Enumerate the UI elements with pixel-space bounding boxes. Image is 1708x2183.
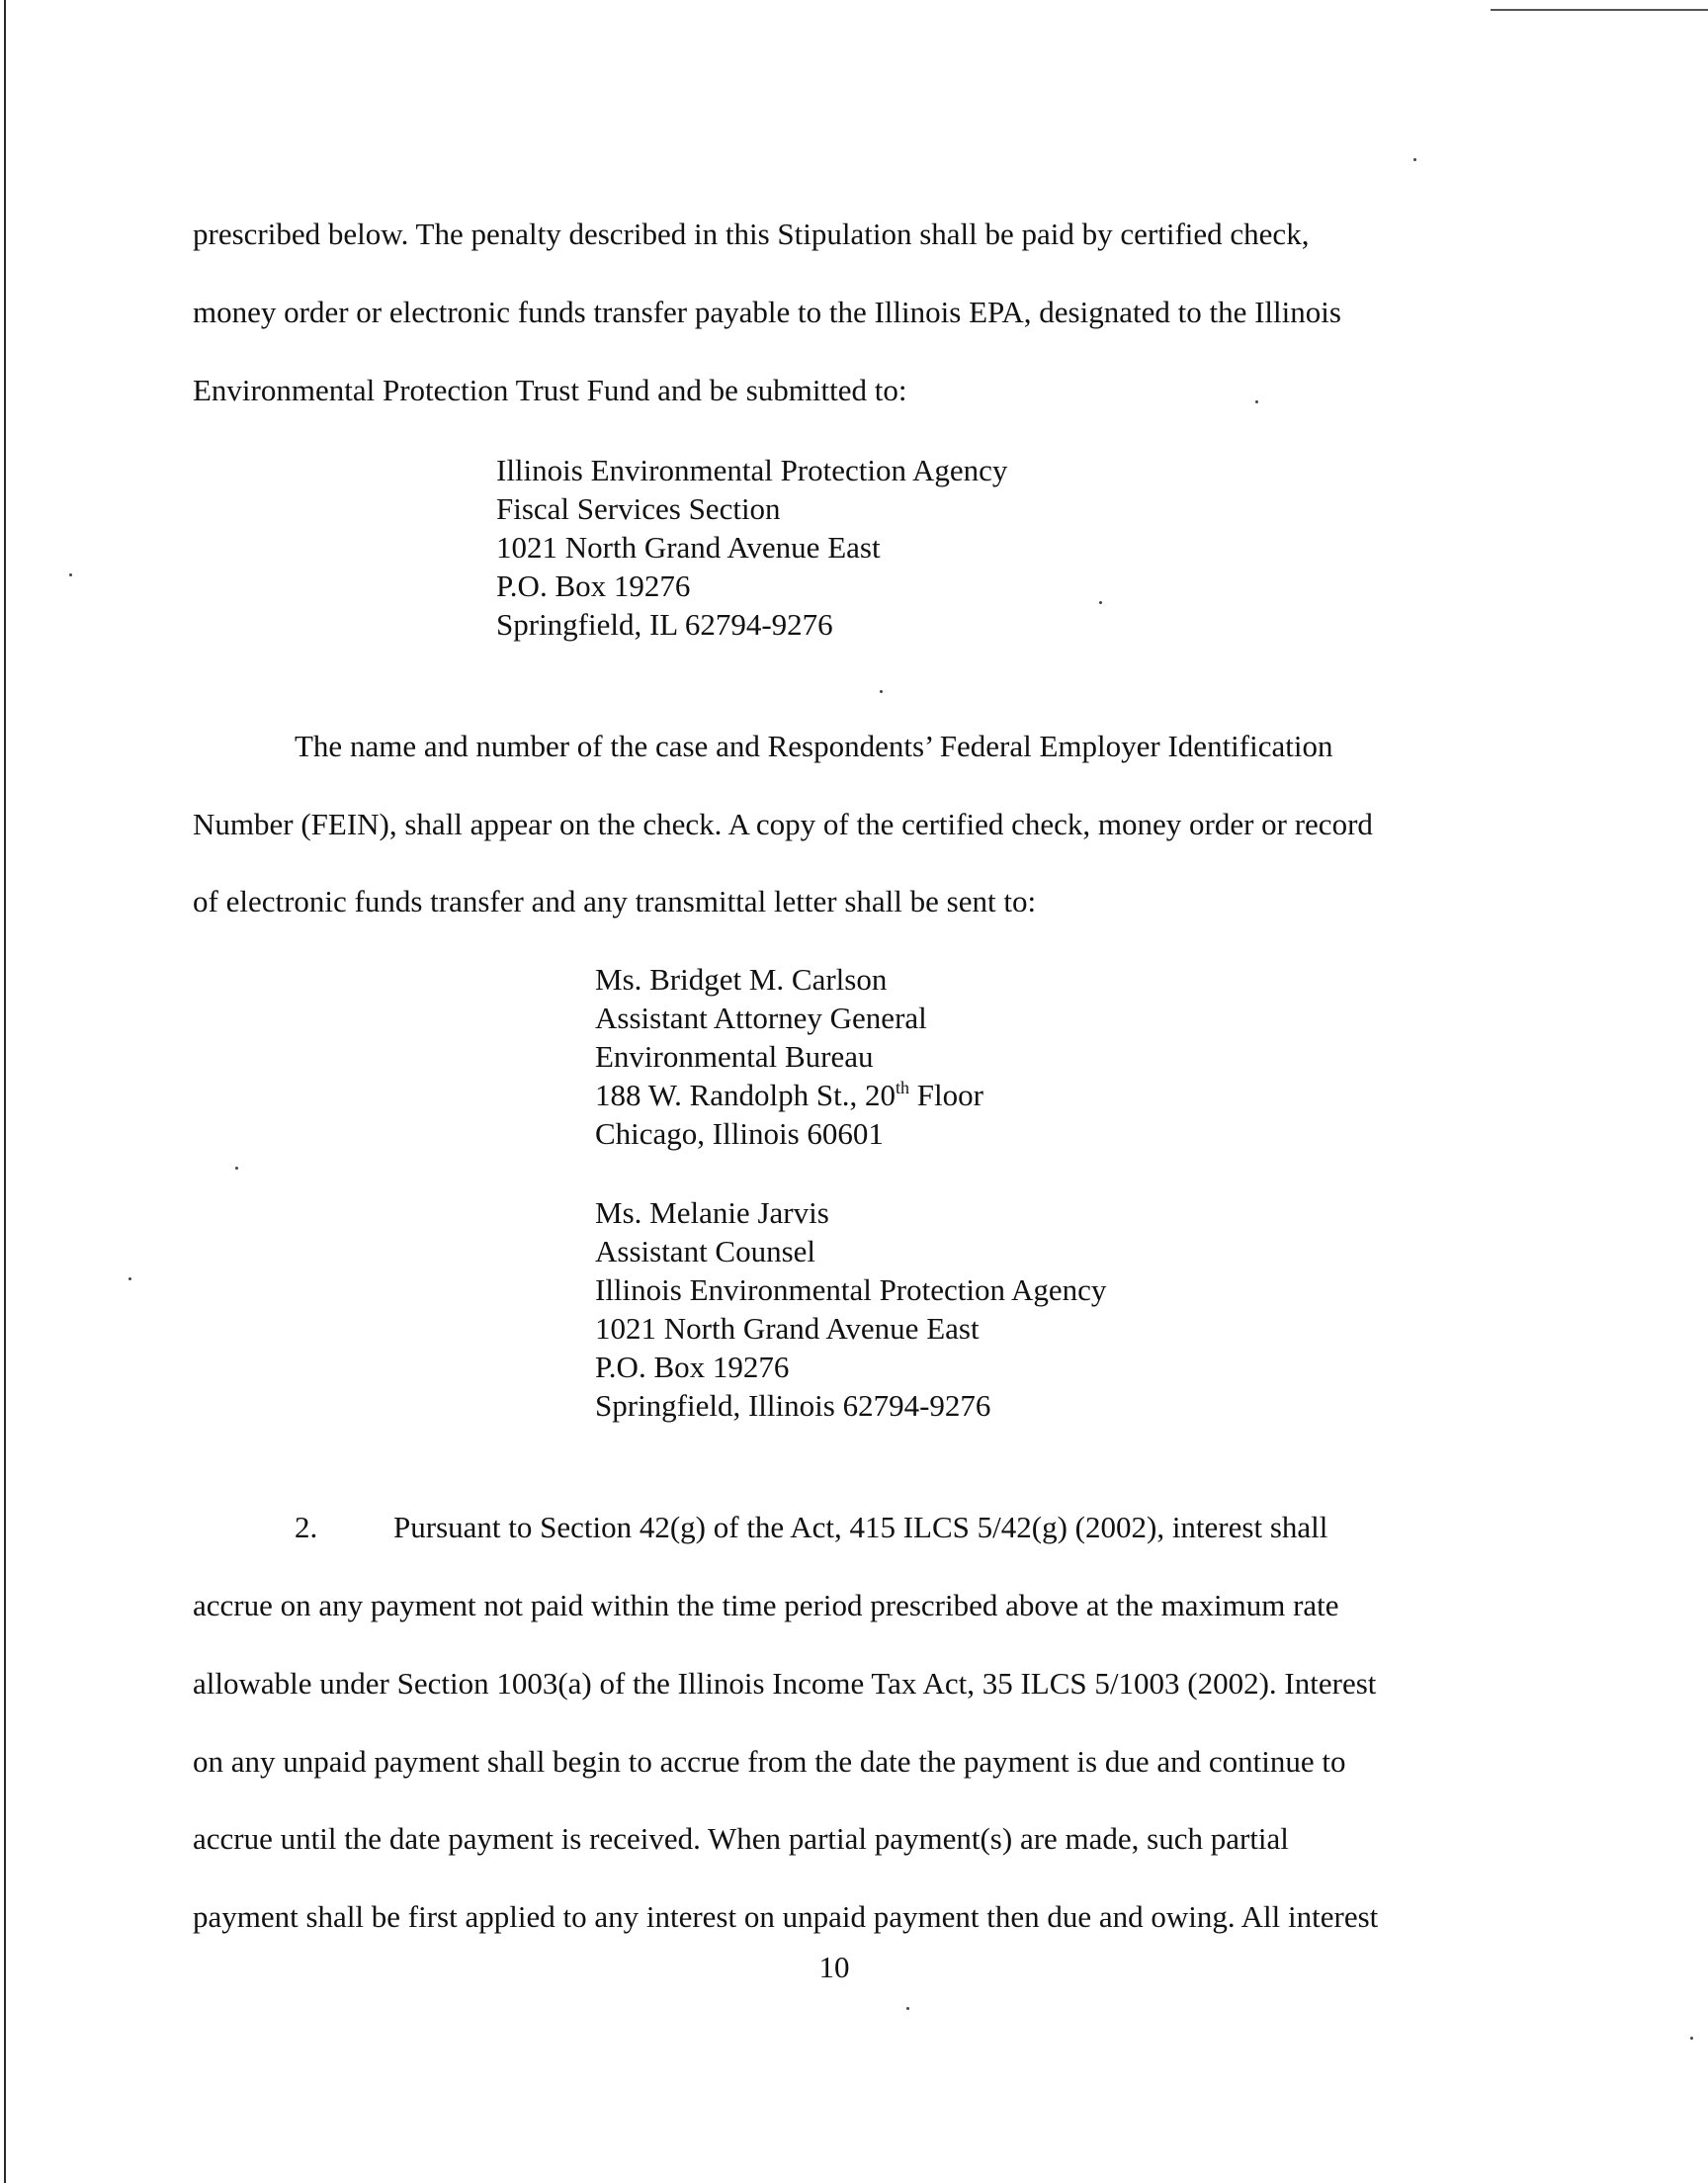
scan-speck <box>1413 158 1416 161</box>
address-block-iepa <box>496 451 1007 644</box>
scan-speck <box>128 1277 131 1280</box>
scan-speck <box>880 690 883 693</box>
address-line: Fiscal Services Section <box>496 491 781 526</box>
address-line: Assistant Attorney General <box>595 1001 927 1035</box>
scan-speck <box>1099 601 1102 604</box>
address-block-jarvis <box>595 1193 1106 1425</box>
paragraph-3-line-3: allowable under Section 1003(a) of the Illinois Income Tax Act, 35 ILCS 5/1003 (2002). Interest <box>193 1666 1377 1701</box>
address-line: 1021 North Grand Avenue East <box>496 530 881 565</box>
page-number: 10 <box>818 1950 850 1984</box>
paragraph-number: 2. <box>295 1510 318 1544</box>
address-line: 1021 North Grand Avenue East <box>595 1311 980 1346</box>
paragraph-3-line-6: payment shall be first applied to any interest on unpaid payment then due and owing. All interest <box>193 1899 1379 1934</box>
address-line: Springfield, IL 62794-9276 <box>496 607 833 642</box>
paragraph-3-line-1 <box>295 1510 1327 1545</box>
address-line: Illinois Environmental Protection Agency <box>496 453 1008 487</box>
paragraph-1-line-2: money order or electronic funds transfer payable to the Illinois EPA, designated to the Illinois <box>193 295 1341 329</box>
scan-speck <box>906 2007 909 2010</box>
address-line: Assistant Counsel <box>595 1234 816 1268</box>
scan-speck <box>1690 2037 1693 2040</box>
paragraph-1-line-1: prescribed below. The penalty described in this Stipulation shall be paid by certified check, <box>193 217 1310 251</box>
address-line: Environmental Bureau <box>595 1039 874 1074</box>
paragraph-3-line-4: on any unpaid payment shall begin to accrue from the date the payment is due and continue to <box>193 1744 1346 1779</box>
scan-left-edge <box>4 0 6 2183</box>
address-street-line <box>595 1076 983 1114</box>
address-line: Illinois Environmental Protection Agency <box>595 1272 1107 1307</box>
street-ordinal: th <box>896 1078 910 1097</box>
address-line: Ms. Melanie Jarvis <box>595 1195 829 1230</box>
paragraph-2-line-2: Number (FEIN), shall appear on the check. A copy of the certified check, money order or record <box>193 807 1373 841</box>
paragraph-1-line-3: Environmental Protection Trust Fund and be submitted to: <box>193 373 907 407</box>
paragraph-2-line-1: The name and number of the case and Respondents’ Federal Employer Identification <box>295 729 1333 763</box>
address-line: Springfield, Illinois 62794-9276 <box>595 1388 991 1423</box>
paragraph-2-line-3: of electronic funds transfer and any transmittal letter shall be sent to: <box>193 884 1037 918</box>
scan-speck <box>69 573 72 576</box>
paragraph-3-first-line-text: Pursuant to Section 42(g) of the Act, 415 ILCS 5/42(g) (2002), interest shall <box>393 1510 1328 1544</box>
address-line: P.O. Box 19276 <box>595 1350 790 1384</box>
scan-speck <box>235 1167 238 1170</box>
street-suffix: Floor <box>909 1078 983 1112</box>
scan-top-edge <box>1491 9 1708 11</box>
address-line: P.O. Box 19276 <box>496 568 691 603</box>
address-line: Ms. Bridget M. Carlson <box>595 962 888 997</box>
paragraph-3-line-5: accrue until the date payment is received. When partial payment(s) are made, such partial <box>193 1821 1289 1856</box>
address-block-carlson <box>595 960 983 1153</box>
address-line: Chicago, Illinois 60601 <box>595 1116 884 1151</box>
street-prefix: 188 W. Randolph St., 20 <box>595 1078 897 1112</box>
scan-speck <box>1255 400 1258 403</box>
paragraph-3-line-2: accrue on any payment not paid within the time period prescribed above at the maximum rate <box>193 1588 1339 1622</box>
